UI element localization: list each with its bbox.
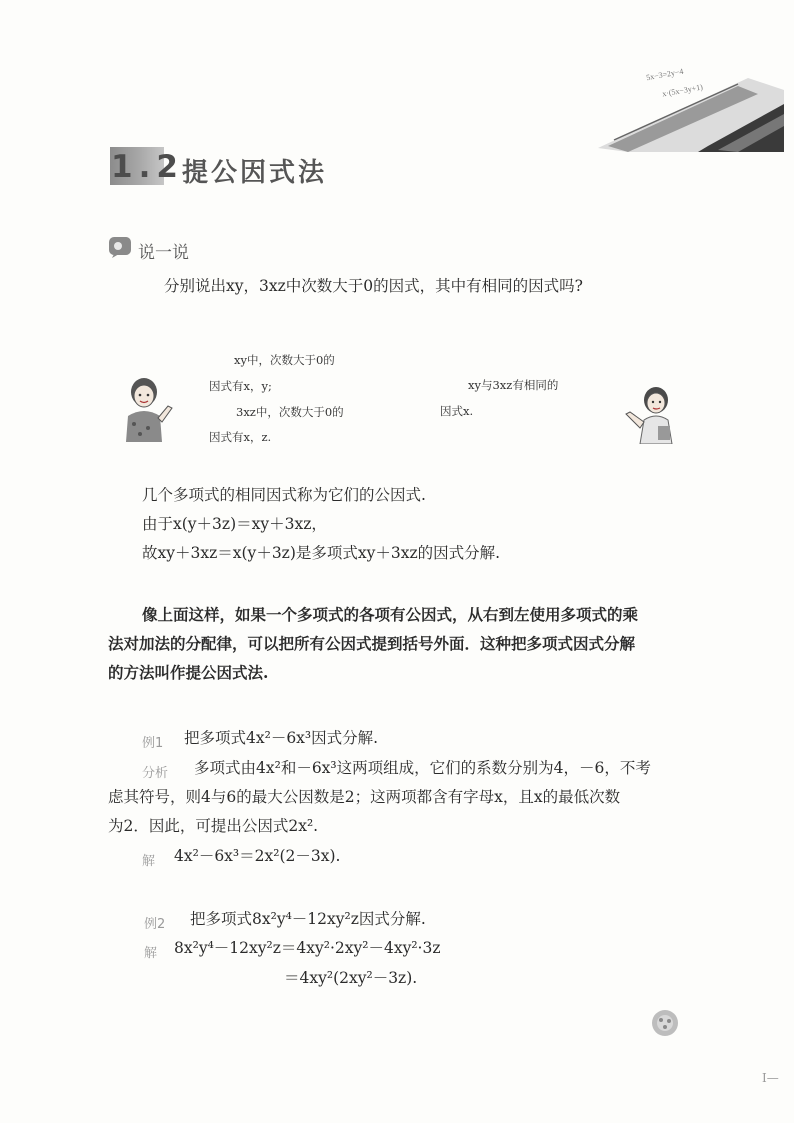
- definition-line-3: 的方法叫作提公因式法.: [108, 663, 269, 682]
- example-2-problem: 把多项式8x²y⁴－12xy²z因式分解.: [190, 910, 426, 928]
- definition-line-2: 法对加法的分配律，可以把所有公因式提到括号外面．这种把多项式因式分解: [108, 634, 636, 653]
- intro-line-1: 几个多项式的相同因式称为它们的公因式.: [142, 486, 426, 504]
- example-1-solution: 4x²－6x³＝2x²(2－3x).: [174, 847, 341, 865]
- section-number: 1.2: [111, 149, 184, 185]
- intro-line-2: 由于x(y＋3z)＝xy＋3xz，: [142, 515, 327, 533]
- pencil-illustration: [588, 60, 784, 152]
- right-bubble-line-2: 因式x.: [440, 404, 474, 418]
- speech-bubble-icon: [108, 236, 132, 258]
- example-2-solution-line-1: 8x²y⁴－12xy²z＝4xy²·2xy²－4xy²·3z: [174, 939, 441, 957]
- example-2-label: 例2: [144, 917, 166, 932]
- example-2-solution-label: 解: [144, 946, 158, 961]
- definition-line-1: 像上面这样，如果一个多项式的各项有公因式，从右到左使用多项式的乘: [142, 605, 639, 624]
- page-number-mark: I—: [762, 1071, 779, 1085]
- section-title: 提公因式法: [182, 158, 328, 188]
- example-1-problem: 把多项式4x²－6x³因式分解.: [184, 729, 379, 747]
- left-bubble-line-2: 因式有x，y;: [209, 379, 272, 393]
- girl-illustration: [620, 386, 680, 444]
- left-bubble-line-1: xy中，次数大于0的: [234, 353, 335, 367]
- intro-line-3: 故xy＋3xz＝x(y＋3z)是多项式xy＋3xz的因式分解.: [142, 544, 501, 562]
- deco-note-2: x·(5x−3y+1): [661, 82, 704, 99]
- left-bubble-line-3: 3xz中，次数大于0的: [236, 405, 344, 419]
- deco-note-1: 5x−3=2y−4: [645, 66, 685, 83]
- example-1-label: 例1: [142, 736, 164, 751]
- say-question: 分别说出xy，3xz中次数大于0的因式，其中有相同的因式吗?: [164, 277, 583, 295]
- example-1-analysis-line-1: 多项式由4x²和－6x³这两项组成，它们的系数分别为4，－6，不考: [194, 759, 651, 777]
- example-1-analysis-line-2: 虑其符号，则4与6的最大公因数是2；这两项都含有字母x，且x的最低次数: [108, 788, 621, 806]
- boy-illustration: [118, 376, 180, 442]
- example-1-analysis-label: 分析: [142, 766, 169, 781]
- example-2-solution-line-2: ＝4xy²(2xy²－3z).: [284, 969, 418, 987]
- example-1-solution-label: 解: [142, 854, 156, 869]
- left-bubble-line-4: 因式有x，z.: [209, 430, 272, 444]
- example-1-analysis-line-3: 为2．因此，可提出公因式2x².: [108, 817, 319, 835]
- right-bubble-line-1: xy与3xz有相同的: [468, 378, 559, 392]
- say-section-label: 说一说: [138, 243, 189, 263]
- decorative-flower-icon: [648, 1006, 682, 1040]
